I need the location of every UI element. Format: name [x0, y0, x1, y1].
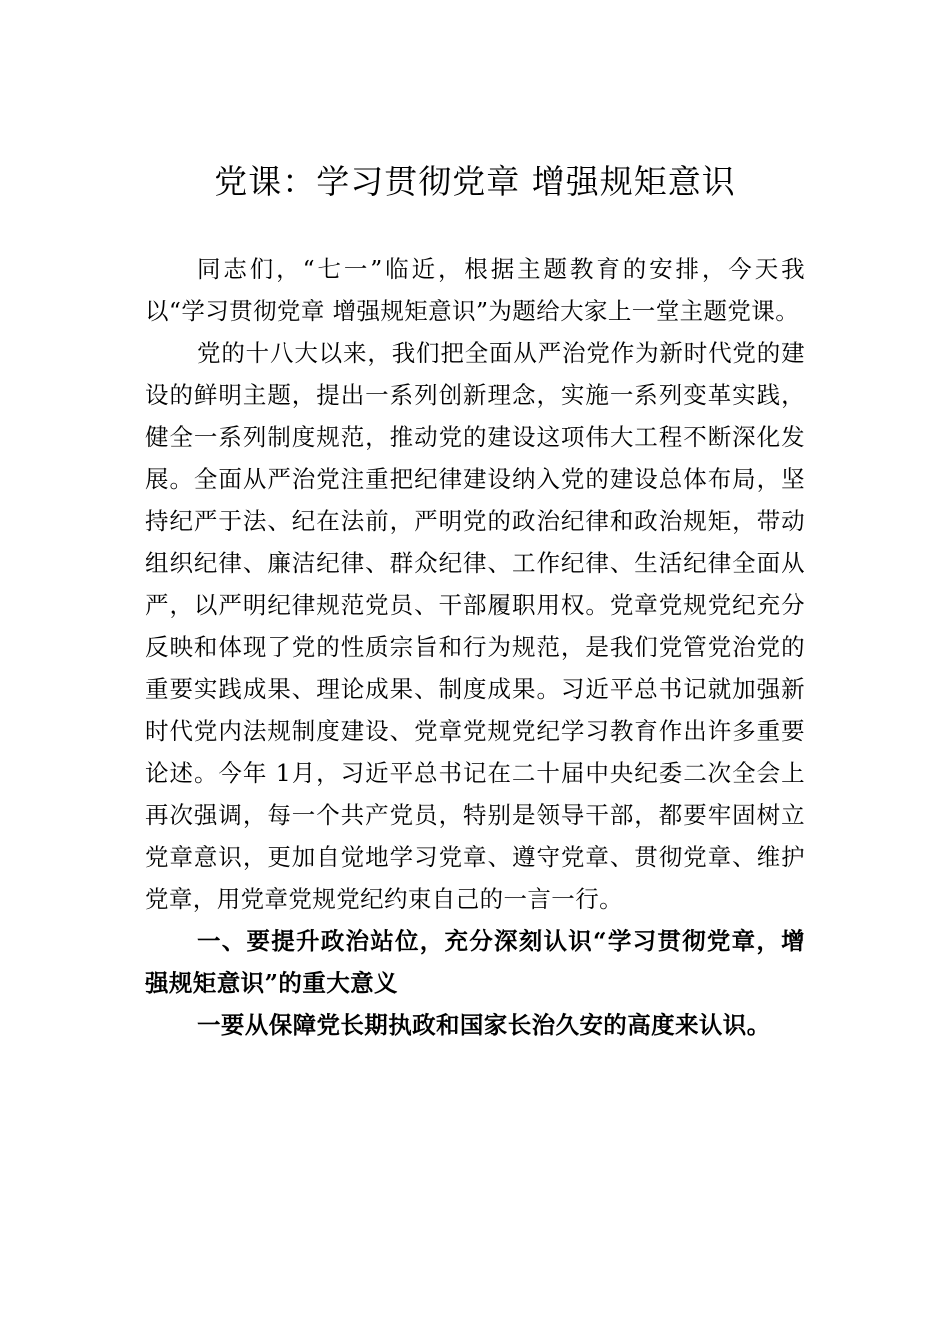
section-heading: 一、要提升政治站位，充分深刻认识“学习贯彻党章，增强规矩意识”的重大意义 — [145, 927, 805, 997]
document-body — [145, 248, 805, 1046]
subsection-heading: 一要从保障党长期执政和国家长治久安的高度来认识。 — [197, 1011, 771, 1039]
paragraph-opening: 同志们，“七一”临近，根据主题教育的安排，今天我以“学习贯彻党章 增强规矩意识”为题给大家上一堂主题党课。 — [145, 255, 805, 325]
document-title: 党课：学习贯彻党章 增强规矩意识 — [214, 162, 736, 201]
paragraph-background: 党的十八大以来，我们把全面从严治党作为新时代党的建设的鲜明主题，提出一系列创新理念，实施一系列变革实践，健全一系列制度规范，推动党的建设这项伟大工程不断深化发展。全面从严治党注重把纪律建设纳入党的建设总体布局，坚持纪严于法、纪在法前，严明党的政治纪律和政治规矩，带动组织纪律、廉洁纪律、群众纪律、工作纪律、生活纪律全面从严，以严明纪律规范党员、干部履职用权。党章党规党纪充分反映和体现了党的性质宗旨和行为规范，是我们党管党治党的重要实践成果、理论成果、制度成果。习近平总书记就加强新时代党内法规制度建设、党章党规党纪学习教育作出许多重要论述。今年 1月，习近平总书记在二十届中央纪委二次全会上再次强调，每一个共产党员，特别是领导干部，都要牢固树立党章意识，更加自觉地学习党章、遵守党章、贯彻党章、维护党章，用党章党规党纪约束自己的一言一行。 — [145, 339, 805, 913]
